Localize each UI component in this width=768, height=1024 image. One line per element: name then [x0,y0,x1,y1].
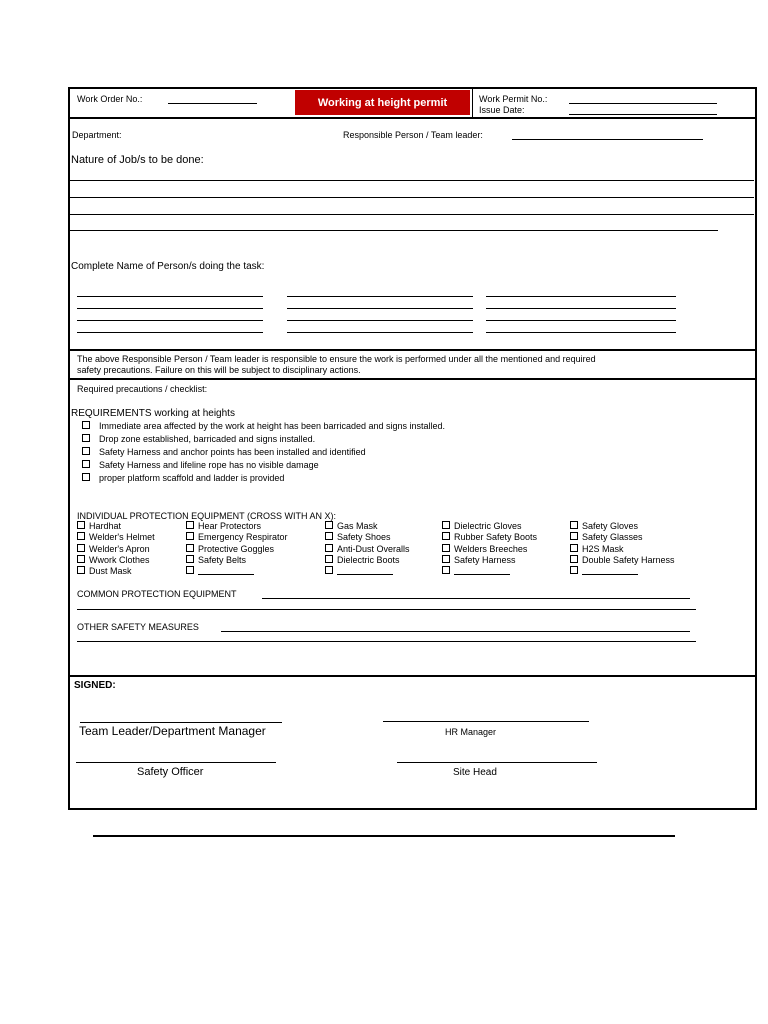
team-leader-caption: Team Leader/Department Manager [79,724,266,738]
checkbox-icon[interactable] [82,460,90,468]
ppe-blank-field[interactable] [198,566,254,575]
requirement-item[interactable]: Safety Harness and anchor points has been installed and identified [82,447,366,457]
checkbox-icon[interactable] [186,555,194,563]
footer-line [93,835,675,837]
issue-date-label: Issue Date: [479,105,525,115]
ppe-item[interactable] [570,521,638,531]
ppe-item-label: Rubber Safety Boots [454,532,538,542]
ppe-item[interactable] [570,532,643,542]
hr-manager-signature-line[interactable] [383,721,589,722]
nature-of-job-label: Nature of Job/s to be done: [71,154,204,166]
ppe-item-label: Safety Harness [454,555,516,565]
person-name-line[interactable] [77,296,263,297]
site-head-caption: Site Head [453,767,497,778]
common-protection-line-2[interactable] [77,609,696,610]
checkbox-icon[interactable] [77,532,85,540]
checkbox-icon[interactable] [325,532,333,540]
requirement-item[interactable]: proper platform scaffold and ladder is provided [82,473,284,483]
safety-officer-signature-line[interactable] [76,762,276,763]
ppe-item[interactable] [442,555,516,565]
person-name-line[interactable] [77,308,263,309]
ppe-item[interactable] [442,544,527,554]
ppe-item-label: Safety Shoes [337,532,391,542]
ppe-item-label: Dust Mask [89,566,132,576]
work-order-field[interactable] [168,103,257,104]
header-divider [472,89,473,117]
ppe-title: INDIVIDUAL PROTECTION EQUIPMENT (CROSS WITH AN X): [77,511,337,521]
checkbox-icon[interactable] [570,555,578,563]
checkbox-icon[interactable] [82,434,90,442]
precautions-title: Required precautions / checklist: [77,384,208,394]
ppe-item-label: Welders Breeches [454,544,528,554]
checkbox-icon[interactable] [77,566,85,574]
ppe-item[interactable] [570,566,638,576]
ppe-item-label: Wwork Clothes [89,555,150,565]
ppe-item[interactable] [77,521,121,531]
checkbox-icon[interactable] [186,532,194,540]
person-name-line[interactable] [287,296,473,297]
checkbox-icon[interactable] [77,521,85,529]
checkbox-icon[interactable] [186,566,194,574]
checkbox-icon[interactable] [325,566,333,574]
site-head-signature-line[interactable] [397,762,597,763]
nature-line-1[interactable] [70,180,754,181]
person-name-line[interactable] [77,332,263,333]
notice-top-line [68,349,757,351]
common-protection-label: COMMON PROTECTION EQUIPMENT [77,589,237,599]
person-name-line[interactable] [486,308,676,309]
checkbox-icon[interactable] [570,544,578,552]
ppe-item[interactable] [77,566,132,576]
notice-line-1: The above Responsible Person / Team leader is responsible to ensure the work is performed under all the mentioned and required [77,354,596,364]
requirements-title: REQUIREMENTS working at heights [71,408,235,419]
ppe-item-label: Dielectric Boots [337,555,400,565]
ppe-item[interactable] [186,544,274,554]
ppe-blank-field[interactable] [454,566,510,575]
notice-bottom-line [68,378,757,380]
ppe-item-label: Anti-Dust Overalls [337,544,410,554]
safety-officer-caption: Safety Officer [137,766,204,778]
ppe-blank-field[interactable] [337,566,393,575]
ppe-item[interactable] [325,521,378,531]
person-name-line[interactable] [486,296,676,297]
team-leader-signature-line[interactable] [80,722,282,723]
checkbox-icon[interactable] [82,421,90,429]
responsible-person-field[interactable] [512,139,703,140]
work-permit-label: Work Permit No.: [479,94,548,104]
signed-label: SIGNED: [74,680,116,691]
person-name-line[interactable] [486,320,676,321]
nature-line-2[interactable] [70,197,754,198]
ppe-item-label: Double Safety Harness [582,555,675,565]
checkbox-icon[interactable] [325,544,333,552]
ppe-item[interactable] [570,544,624,554]
ppe-item[interactable] [77,555,150,565]
checkbox-icon[interactable] [186,544,194,552]
ppe-item-label: Safety Gloves [582,521,639,531]
persons-label: Complete Name of Person/s doing the task: [71,261,265,272]
person-name-line[interactable] [486,332,676,333]
ppe-item[interactable] [570,555,675,565]
other-safety-label: OTHER SAFETY MEASURES [77,622,199,632]
ppe-item-label: Dielectric Gloves [454,521,522,531]
person-name-line[interactable] [287,332,473,333]
checkbox-icon[interactable] [82,447,90,455]
checkbox-icon[interactable] [325,521,333,529]
ppe-item[interactable] [186,532,288,542]
ppe-item-label: Gas Mask [337,521,378,531]
requirement-item[interactable]: Drop zone established, barricaded and signs installed. [82,434,315,444]
checkbox-icon[interactable] [186,521,194,529]
ppe-item-label: Welder's Apron [89,544,150,554]
checkbox-icon[interactable] [442,566,450,574]
ppe-item-label: H2S Mask [582,544,624,554]
ppe-item-label: Hardhat [89,521,122,531]
ppe-item[interactable] [442,532,537,542]
ppe-item[interactable] [325,555,400,565]
ppe-item-label: Safety Glasses [582,532,643,542]
ppe-item[interactable] [325,532,391,542]
requirement-item[interactable]: Immediate area affected by the work at height has been barricaded and signs installed. [82,421,445,431]
nature-line-3[interactable] [70,214,754,215]
notice-line-2: safety precautions. Failure on this will be subject to disciplinary actions. [77,365,361,375]
permit-title: Working at height permit [295,90,470,115]
person-name-line[interactable] [287,320,473,321]
ppe-item[interactable] [186,566,254,576]
checkbox-icon[interactable] [442,555,450,563]
ppe-item[interactable] [325,544,410,554]
work-permit-field[interactable] [569,103,717,104]
ppe-item[interactable] [77,532,155,542]
person-name-line[interactable] [287,308,473,309]
issue-date-field[interactable] [569,114,717,115]
ppe-item[interactable] [325,566,393,576]
other-safety-line-2[interactable] [77,641,696,642]
common-protection-field[interactable] [262,598,690,599]
checkbox-icon[interactable] [570,566,578,574]
header-bottom-line [68,117,757,119]
ppe-item[interactable] [186,521,261,531]
ppe-item-label: Welder's Helmet [89,532,155,542]
requirement-item[interactable]: Safety Harness and lifeline rope has no visible damage [82,460,319,470]
ppe-item-label: Emergency Respirator [198,532,288,542]
department-label: Department: [72,130,122,140]
ppe-item[interactable] [77,544,150,554]
checkbox-icon[interactable] [570,532,578,540]
ppe-item-label: Hear Protectors [198,521,262,531]
checkbox-icon[interactable] [570,521,578,529]
hr-manager-caption: HR Manager [445,727,497,737]
ppe-item-label: Protective Goggles [198,544,275,554]
checkbox-icon[interactable] [325,555,333,563]
ppe-blank-field[interactable] [582,566,638,575]
checkbox-icon[interactable] [442,544,450,552]
ppe-item[interactable] [186,555,246,565]
checkbox-icon[interactable] [442,521,450,529]
checkbox-icon[interactable] [82,473,90,481]
ppe-item[interactable] [442,566,510,576]
signed-top-line [68,675,757,677]
work-order-label: Work Order No.: [77,94,143,104]
checkbox-icon[interactable] [77,544,85,552]
nature-line-4[interactable] [70,230,718,231]
responsible-person-label: Responsible Person / Team leader: [343,130,483,140]
checkbox-icon[interactable] [442,532,450,540]
checkbox-icon[interactable] [77,555,85,563]
ppe-item-label: Safety Belts [198,555,247,565]
ppe-item[interactable] [442,521,522,531]
person-name-line[interactable] [77,320,263,321]
other-safety-field[interactable] [221,631,690,632]
